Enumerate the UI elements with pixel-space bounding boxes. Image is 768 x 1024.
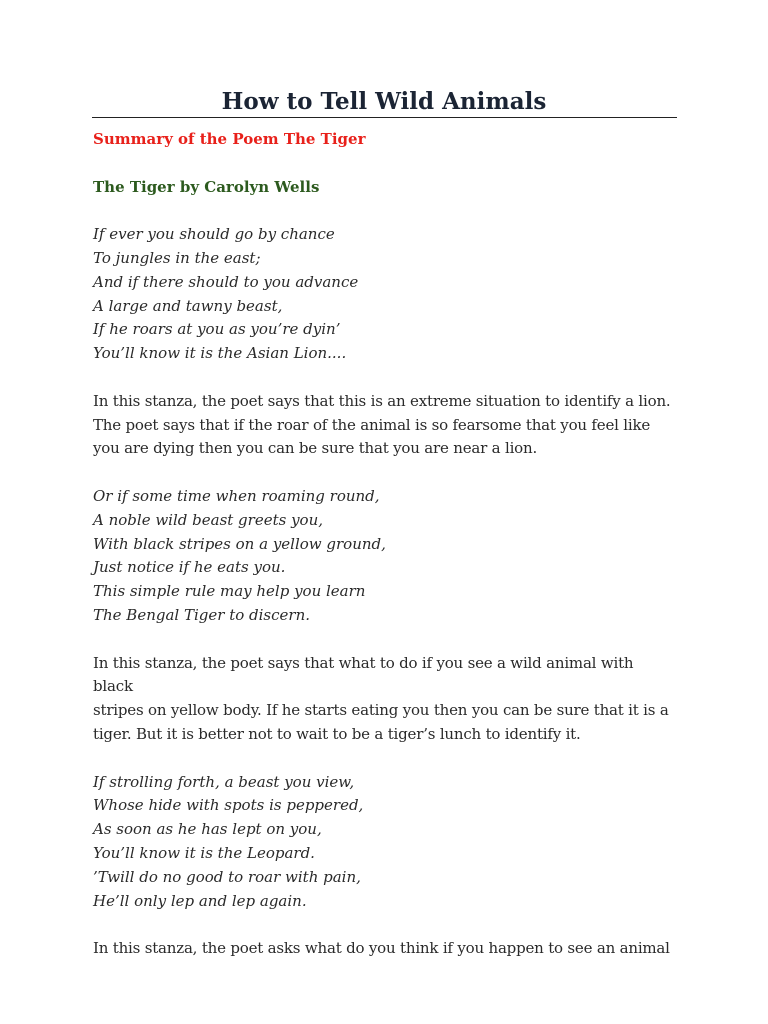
spacer bbox=[93, 628, 677, 652]
verse-line: Just notice if he eats you. bbox=[93, 558, 286, 577]
verse-line: You’ll know it is the Leopard. bbox=[93, 843, 315, 862]
verse-line: A large and tawny beast, bbox=[93, 296, 283, 315]
spacer bbox=[93, 461, 677, 485]
prose-line: you are dying then you can be sure that you are near a lion. bbox=[93, 439, 538, 458]
commentary-2 bbox=[93, 652, 677, 747]
spacer bbox=[93, 913, 677, 937]
verse-line: As soon as he has lept on you, bbox=[93, 820, 322, 839]
poem-heading: The Tiger by Carolyn Wells bbox=[93, 177, 320, 196]
verse-line: The Bengal Tiger to discern. bbox=[93, 605, 311, 624]
verse-line: This simple rule may help you learn bbox=[93, 582, 366, 601]
prose-line: In this stanza, the poet says that what to do if you see a wild animal with black bbox=[93, 653, 634, 696]
page-title: How to Tell Wild Animals bbox=[221, 88, 547, 115]
verse-line: Whose hide with spots is peppered, bbox=[93, 796, 364, 815]
verse-line: If ever you should go by chance bbox=[93, 225, 335, 244]
title-underline bbox=[92, 117, 677, 118]
verse-line: ’Twill do no good to roar with pain, bbox=[93, 867, 361, 886]
verse-line: He’ll only lep and lep again. bbox=[93, 891, 307, 910]
prose-line: In this stanza, the poet says that this is an extreme situation to identify a lion. bbox=[93, 391, 671, 410]
spacer bbox=[93, 747, 677, 771]
stanza-2 bbox=[93, 485, 677, 628]
commentary-3 bbox=[93, 937, 677, 961]
document-body bbox=[93, 128, 677, 961]
summary-heading: Summary of the Poem The Tiger bbox=[93, 130, 366, 148]
prose-line: tiger. But it is better not to wait to be a tiger’s lunch to identify it. bbox=[93, 724, 581, 743]
verse-line: A noble wild beast greets you, bbox=[93, 510, 324, 529]
verse-line: To jungles in the east; bbox=[93, 248, 261, 267]
verse-line: If strolling forth, a beast you view, bbox=[93, 772, 355, 791]
prose-line: stripes on yellow body. If he starts eating you then you can be sure that it is a bbox=[93, 701, 669, 720]
spacer bbox=[93, 199, 677, 223]
spacer bbox=[93, 366, 677, 390]
commentary-1 bbox=[93, 390, 677, 461]
verse-line: And if there should to you advance bbox=[93, 272, 359, 291]
prose-line: The poet says that if the roar of the animal is so fearsome that you feel like bbox=[93, 415, 651, 434]
verse-line: Or if some time when roaming round, bbox=[93, 486, 380, 505]
stanza-3 bbox=[93, 771, 677, 914]
verse-line: You’ll know it is the Asian Lion.... bbox=[93, 344, 347, 363]
verse-line: With black stripes on a yellow ground, bbox=[93, 534, 386, 553]
stanza-1 bbox=[93, 223, 677, 366]
spacer bbox=[93, 152, 677, 176]
prose-line: In this stanza, the poet asks what do you think if you happen to see an animal bbox=[93, 939, 670, 958]
verse-line: If he roars at you as you’re dyin’ bbox=[93, 320, 341, 339]
